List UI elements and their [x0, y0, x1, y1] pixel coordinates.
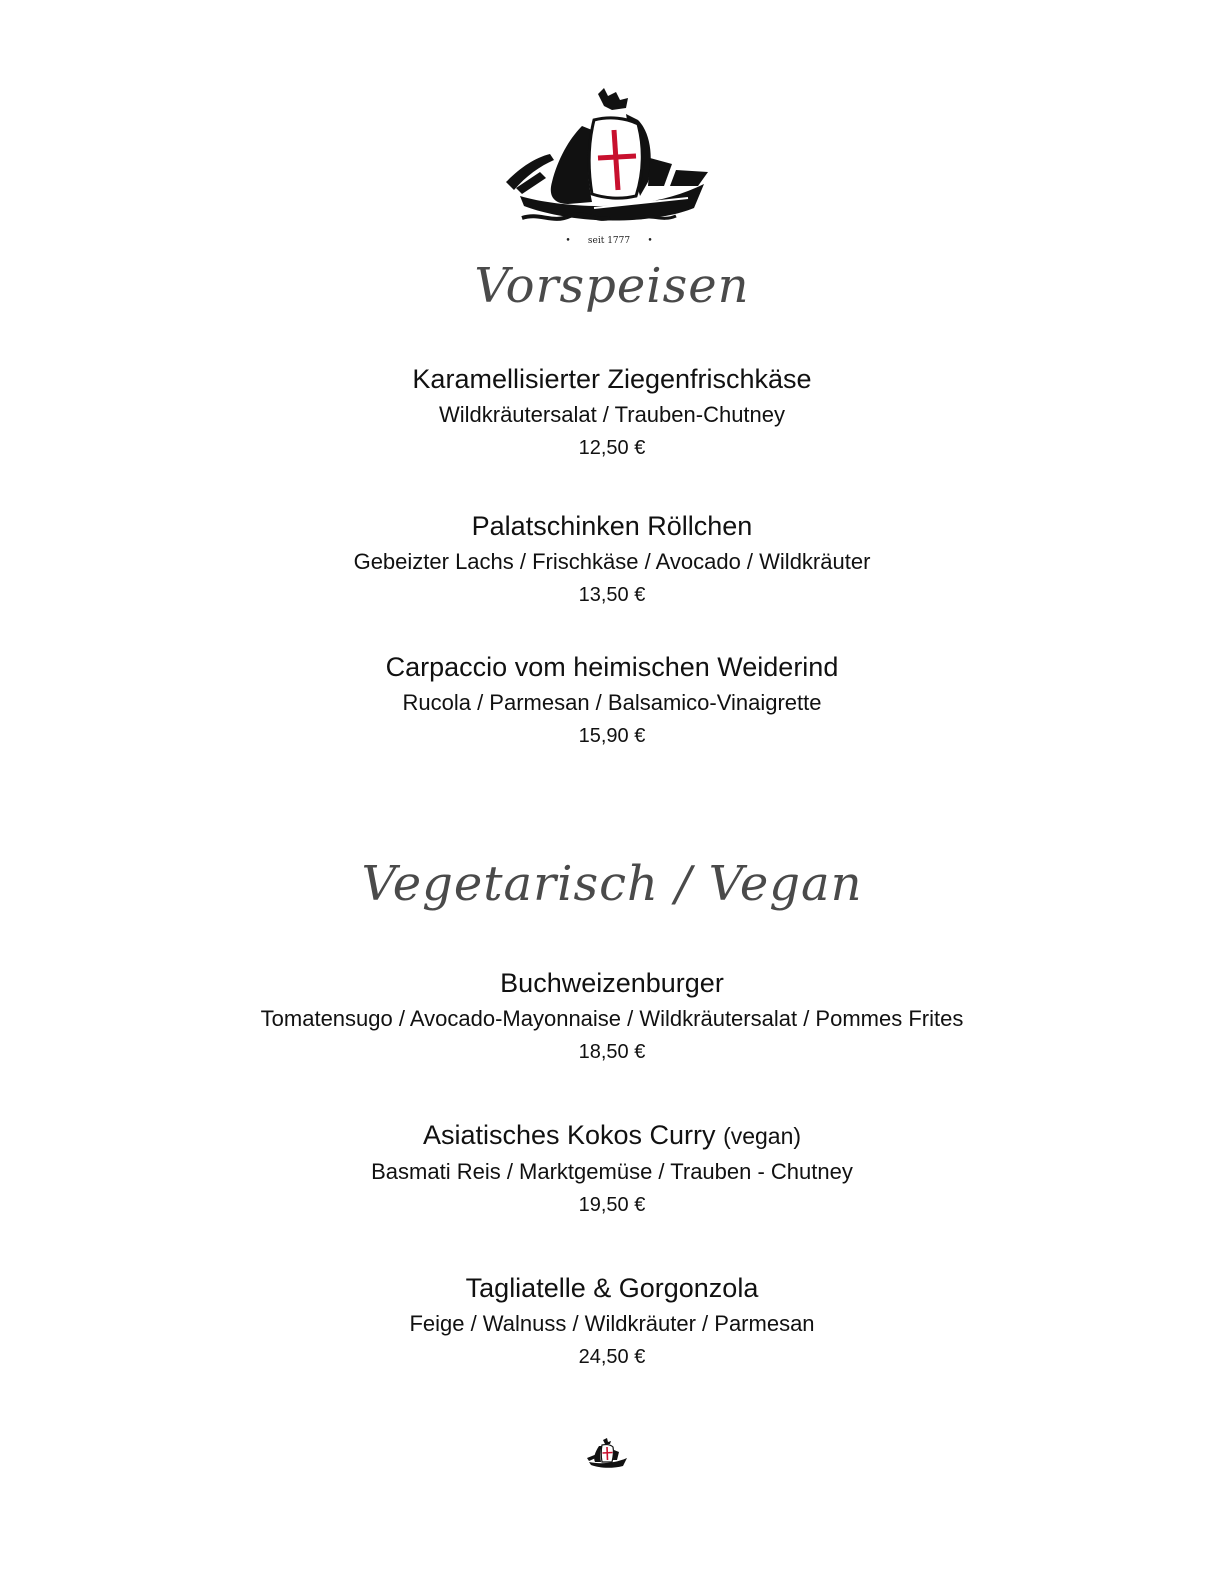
ship-logo-icon	[500, 86, 718, 248]
item-name: Buchweizenburger	[500, 968, 724, 998]
item-description: Gebeizter Lachs / Frischkäse / Avocado / Wildkräuter	[353, 549, 871, 574]
menu-item	[0, 362, 1224, 462]
item-price: 15,90 €	[578, 725, 646, 747]
item-tag: (vegan)	[723, 1123, 802, 1149]
item-price: 13,50 €	[578, 584, 646, 606]
menu-item	[0, 1271, 1224, 1371]
item-description: Feige / Walnuss / Wildkräuter / Parmesan	[409, 1311, 815, 1336]
small-ship-logo-icon	[585, 1438, 629, 1470]
item-name: Palatschinken Röllchen	[471, 511, 753, 541]
item-name: Tagliatelle & Gorgonzola	[465, 1273, 759, 1303]
section-title-vegetarisch-vegan: Vegetarisch / Vegan	[361, 856, 863, 912]
section-title-vorspeisen: Vorspeisen	[474, 258, 750, 314]
item-price: 12,50 €	[578, 437, 646, 459]
menu-item	[0, 650, 1224, 750]
item-name: Karamellisierter Ziegenfrischkäse	[412, 364, 812, 394]
item-price: 19,50 €	[578, 1194, 646, 1216]
item-price: 18,50 €	[578, 1041, 646, 1063]
item-price: 24,50 €	[578, 1346, 646, 1368]
menu-item	[0, 966, 1224, 1066]
item-description: Rucola / Parmesan / Balsamico-Vinaigrette	[402, 690, 822, 715]
svg-text:•: •	[565, 236, 571, 246]
logo-tagline: seit 1777	[587, 236, 631, 246]
item-description: Tomatensugo / Avocado-Mayonnaise / Wildkräutersalat / Pommes Frites	[260, 1006, 964, 1031]
item-name: Carpaccio vom heimischen Weiderind	[385, 652, 839, 682]
item-name: Asiatisches Kokos Curry (vegan)	[422, 1120, 802, 1150]
item-description: Basmati Reis / Marktgemüse / Trauben - Chutney	[371, 1159, 853, 1184]
menu-item	[0, 509, 1224, 609]
item-description: Wildkräutersalat / Trauben-Chutney	[438, 402, 786, 427]
svg-text:•: •	[647, 236, 653, 246]
menu-item	[0, 1118, 1224, 1219]
